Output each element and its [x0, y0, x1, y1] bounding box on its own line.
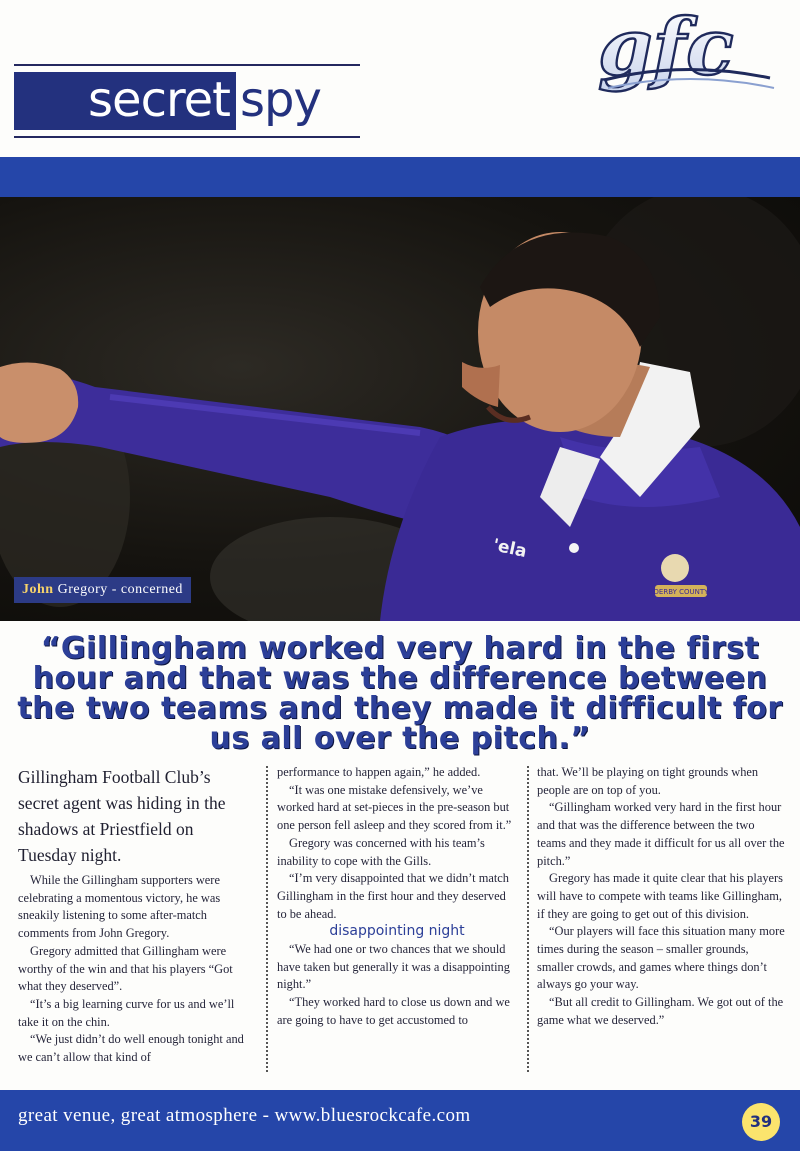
article-subheading: disappointing night — [329, 923, 465, 940]
page-header — [0, 0, 800, 157]
column-divider — [527, 766, 529, 1072]
manager-photo — [0, 197, 800, 621]
article-column-3 — [537, 764, 785, 1030]
paragraph: performance to happen again,” he added. — [277, 765, 481, 779]
header-blue-band — [0, 157, 800, 197]
photo-illustration — [0, 197, 800, 621]
svg-text:DERBY COUNTY: DERBY COUNTY — [653, 588, 709, 596]
header-rule-top — [14, 64, 360, 66]
paragraph: Gregory was concerned with his team’s inability to cope with the Gills. — [277, 835, 485, 868]
article-column-1 — [18, 764, 254, 1067]
photo-caption — [14, 577, 191, 603]
article-intro: Gillingham Football Club’s secret agent was hiding in the shadows at Priestfield on Tuesday night. — [18, 767, 226, 865]
paragraph: Gregory has made it quite clear that his players will have to compete with teams like Gillingham, if they are going to get out of this division. — [537, 871, 783, 921]
paragraph: “Our players will face this situation many more times during the season – smaller grounds, smaller crowds, and games where things don’t always go your way. — [537, 924, 785, 992]
club-logo — [594, 8, 780, 132]
paragraph: “Gillingham worked very hard in the first hour and that was the difference between the two teams and they made it difficult for us all over the pitch.” — [537, 800, 785, 868]
paragraph: “We had one or two chances that we should have taken but generally it was a disappointing night.” — [277, 942, 510, 992]
footer-advert: great venue, great atmosphere - www.bluesrockcafe.com — [18, 1105, 471, 1126]
paragraph: “We just didn’t do well enough tonight and we can’t allow that kind of — [18, 1032, 244, 1065]
section-title-plain: spy — [240, 72, 321, 128]
paragraph: “It was one mistake defensively, we’ve worked hard at set-pieces in the pre-season but one person fell asleep and they scored from it.” — [277, 782, 512, 833]
pull-quote: “Gillingham worked very hard in the first hour and that was the difference between the two teams and they made it difficult for us all over the pitch.” — [17, 631, 783, 756]
article-column-2 — [277, 764, 517, 1030]
page-number-badge: 39 — [742, 1103, 780, 1141]
header-rule-bottom — [14, 136, 360, 138]
section-title-boxed: secret — [14, 72, 236, 130]
logo-lettering: gfc — [598, 8, 734, 93]
paragraph: Gregory admitted that Gillingham were worthy of the win and that his players “Got what they deserved”. — [18, 943, 233, 994]
paragraph: that. We’ll be playing on tight grounds when people are on top of you. — [537, 765, 759, 797]
paragraph: While the Gillingham supporters were celebrating a momentous victory, he was sneakily listening to some after-match comments from John Gregory. — [18, 873, 221, 941]
paragraph: “It’s a big learning curve for us and we’ll take it on the chin. — [18, 996, 235, 1029]
paragraph: “I’m very disappointed that we didn’t match Gillingham in the first hour and they deserved to be ahead. — [277, 871, 509, 921]
paragraph: “But all credit to Gillingham. We got out of the game what we deserved.” — [537, 995, 784, 1027]
caption-name: John — [22, 582, 54, 597]
column-divider — [266, 766, 268, 1072]
svg-text:'ela: 'ela — [490, 535, 529, 562]
paragraph: “They worked hard to close us down and we are going to have to get accustomed to — [277, 995, 510, 1027]
caption-text: Gregory - concerned — [53, 582, 183, 597]
